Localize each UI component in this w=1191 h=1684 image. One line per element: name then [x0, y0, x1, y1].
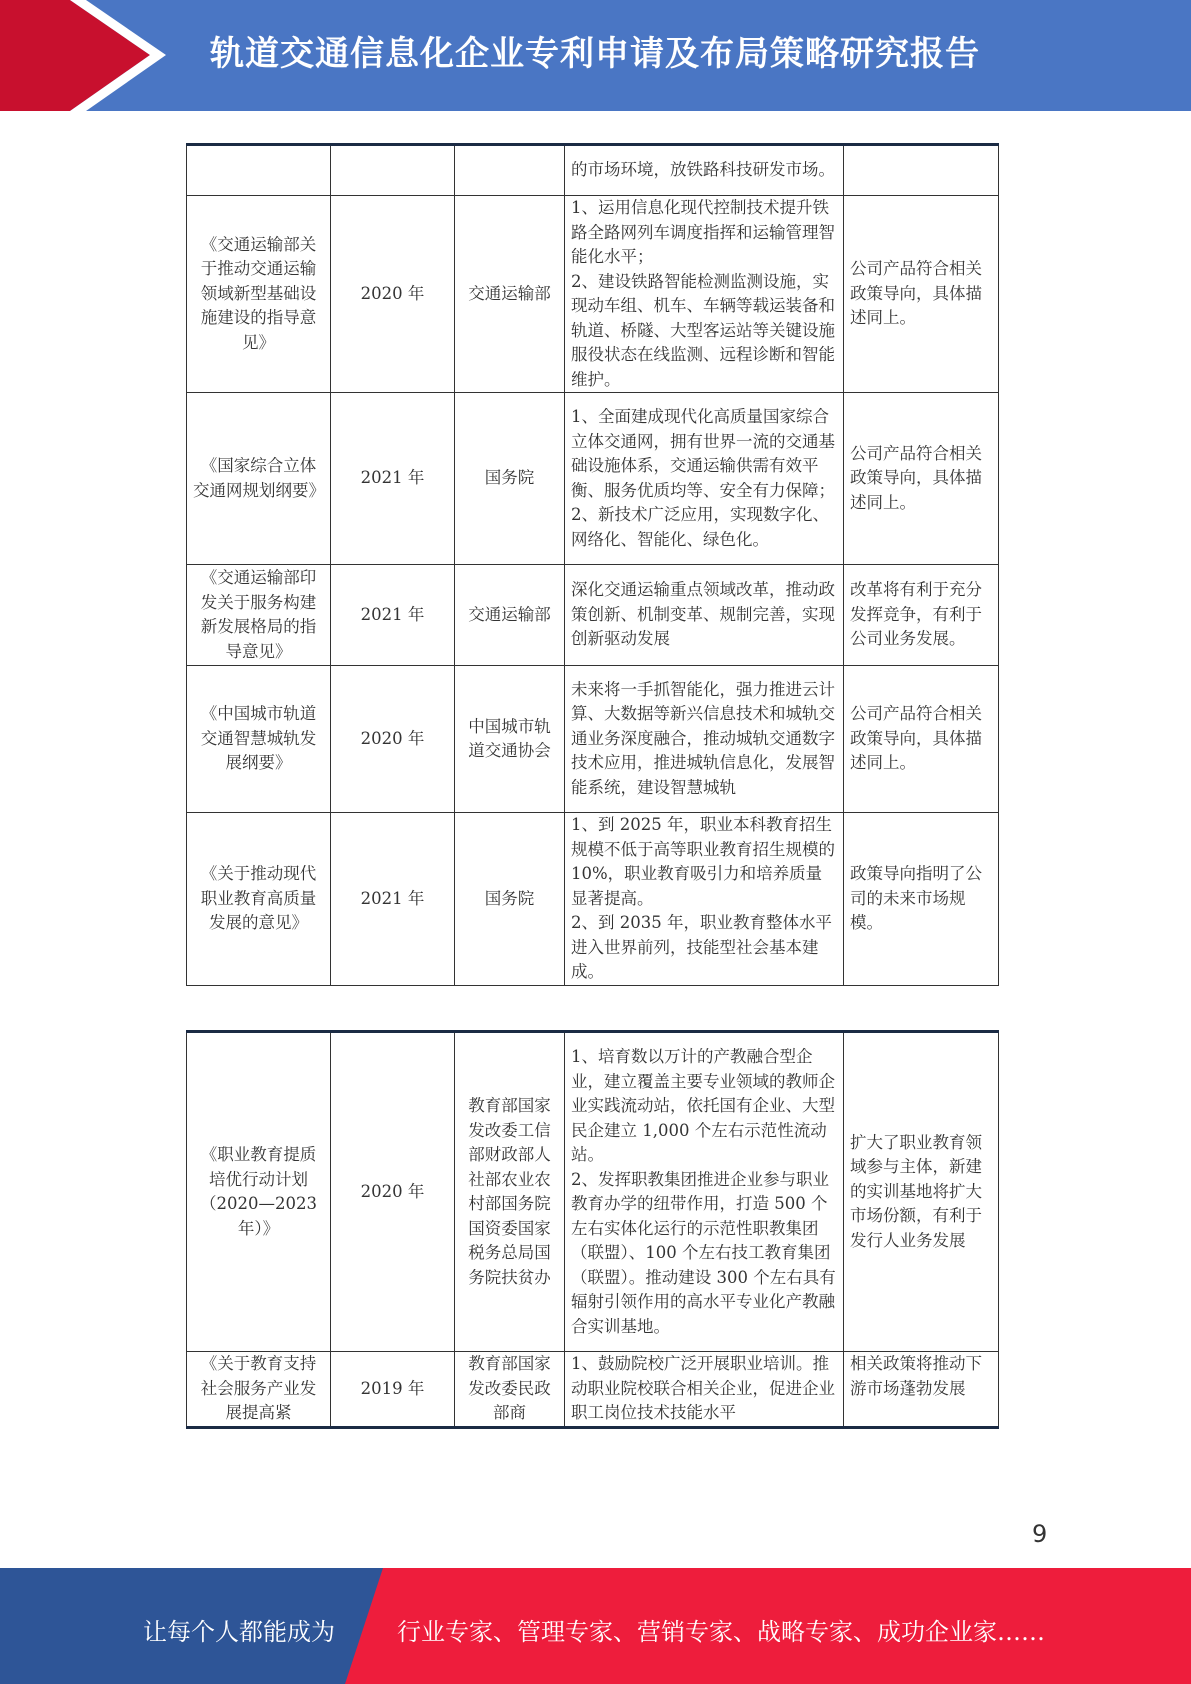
footer-slogan-left: 让每个人都能成为 — [143, 1618, 335, 1646]
department-cell: 国务院 — [455, 393, 565, 565]
year-cell: 2021 年 — [331, 813, 455, 986]
table-row — [187, 813, 999, 986]
year-cell: 2020 年 — [331, 1032, 455, 1352]
impact-cell: 扩大了职业教育领域参与主体，新建的实训基地将扩大市场份额，有利于发行人业务发展 — [844, 1032, 999, 1352]
policy-table-2 — [186, 1030, 999, 1429]
report-title: 轨道交通信息化企业专利申请及布局策略研究报告 — [210, 34, 980, 74]
page-number: 9 — [1032, 1520, 1048, 1548]
policy-name-cell: 《职业教育提质培优行动计划（2020—2023 年）》 — [187, 1032, 331, 1352]
content-cell: 1、全面建成现代化高质量国家综合立体交通网，拥有世界一流的交通基础设施体系，交通运输供需有效平衡、服务优质均等、安全有力保障； 2、新技术广泛应用，实现数字化、网络化、智能化、绿色化。 — [565, 393, 844, 565]
impact-cell: 相关政策将推动下游市场蓬勃发展 — [844, 1352, 999, 1428]
year-cell: 2020 年 — [331, 196, 455, 393]
policy-name-cell: 《中国城市轨道交通智慧城轨发展纲要》 — [187, 666, 331, 813]
content-cell: 1、鼓励院校广泛开展职业培训。推动职业院校联合相关企业，促进企业职工岗位技术技能水平 — [565, 1352, 844, 1428]
footer-slogan-right: 行业专家、管理专家、营销专家、战略专家、成功企业家…… — [397, 1618, 1045, 1646]
policy-name-cell — [187, 145, 331, 196]
content-cell: 1、培育数以万计的产教融合型企业，建立覆盖主要专业领域的教师企业实践流动站，依托国有企业、大型民企建立 1,000 个左右示范性流动站。 2、发挥职教集团推进企业参与职业教育办学的纽带作用，打造 500 个左右实体化运行的示范性职教集团（联盟）、100 个左右技工教育集团（联盟）。推动建设 300 个左右具有辐射引领作用的高水平专业化产教融合实训基地。 — [565, 1032, 844, 1352]
year-cell: 2021 年 — [331, 393, 455, 565]
table-row — [187, 196, 999, 393]
content-cell: 1、到 2025 年，职业本科教育招生规模不低于高等职业教育招生规模的 10%，职业教育吸引力和培养质量显著提高。 2、到 2035 年，职业教育整体水平进入世界前列，技能型社会基本建成。 — [565, 813, 844, 986]
year-cell: 2019 年 — [331, 1352, 455, 1428]
table-row — [187, 1032, 999, 1352]
department-cell: 交通运输部 — [455, 196, 565, 393]
table-row — [187, 1352, 999, 1428]
page-header — [0, 0, 1191, 111]
department-cell — [455, 145, 565, 196]
table-row — [187, 145, 999, 196]
content-cell: 未来将一手抓智能化，强力推进云计算、大数据等新兴信息技术和城轨交通业务深度融合，推动城轨交通数字技术应用，推进城轨信息化，发展智能系统，建设智慧城轨 — [565, 666, 844, 813]
year-cell: 2020 年 — [331, 666, 455, 813]
policy-name-cell: 《交通运输部关于推动交通运输领域新型基础设施建设的指导意见》 — [187, 196, 331, 393]
page-footer — [0, 1568, 1191, 1684]
impact-cell: 政策导向指明了公司的未来市场规模。 — [844, 813, 999, 986]
table-row — [187, 666, 999, 813]
table-row — [187, 565, 999, 666]
impact-cell: 公司产品符合相关政策导向，具体描述同上。 — [844, 196, 999, 393]
department-cell: 中国城市轨道交通协会 — [455, 666, 565, 813]
content-cell: 深化交通运输重点领域改革，推动政策创新、机制变革、规制完善，实现创新驱动发展 — [565, 565, 844, 666]
policy-name-cell: 《国家综合立体交通网规划纲要》 — [187, 393, 331, 565]
policy-name-cell: 《交通运输部印发关于服务构建新发展格局的指导意见》 — [187, 565, 331, 666]
content-cell: 1、运用信息化现代控制技术提升铁路全路网列车调度指挥和运输管理智能化水平； 2、建设铁路智能检测监测设施，实现动车组、机车、车辆等载运装备和轨道、桥隧、大型客运站等关键设施服役状态在线监测、远程诊断和智能维护。 — [565, 196, 844, 393]
table-row — [187, 393, 999, 565]
impact-cell: 公司产品符合相关政策导向，具体描述同上。 — [844, 393, 999, 565]
impact-cell: 改革将有利于充分发挥竞争，有利于公司业务发展。 — [844, 565, 999, 666]
department-cell: 教育部国家发改委民政部商 — [455, 1352, 565, 1428]
year-cell — [331, 145, 455, 196]
content-cell: 的市场环境，放铁路科技研发市场。 — [565, 145, 844, 196]
impact-cell — [844, 145, 999, 196]
impact-cell: 公司产品符合相关政策导向，具体描述同上。 — [844, 666, 999, 813]
policy-name-cell: 《关于教育支持社会服务产业发展提高紧 — [187, 1352, 331, 1428]
department-cell: 交通运输部 — [455, 565, 565, 666]
policy-table-1 — [186, 143, 999, 986]
policy-name-cell: 《关于推动现代职业教育高质量发展的意见》 — [187, 813, 331, 986]
department-cell: 国务院 — [455, 813, 565, 986]
year-cell: 2021 年 — [331, 565, 455, 666]
department-cell: 教育部国家发改委工信部财政部人社部农业农村部国务院国资委国家税务总局国务院扶贫办 — [455, 1032, 565, 1352]
